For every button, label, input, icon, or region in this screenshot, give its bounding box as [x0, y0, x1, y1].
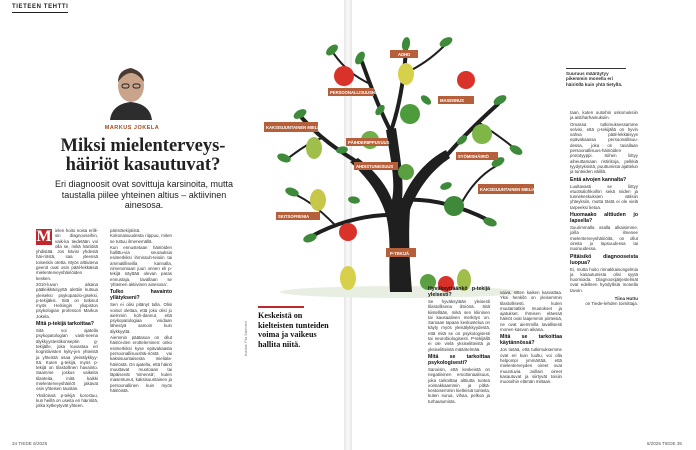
paragraph: Luultavasti se liittyy etuotsalohkoihin sekä niiden ja tunnekeskuksien välisiin yhteyksiin, mutta tästä ei ole vielä tarpeeksi tietoa. — [570, 183, 638, 210]
footer-left: 34 TIEDE 6/2025 — [12, 441, 48, 446]
pull-quote — [258, 306, 333, 349]
body-column-1 — [36, 228, 98, 410]
byline: MARKUS JOKELA — [104, 125, 160, 131]
caption-rule — [566, 68, 626, 69]
author-signature — [570, 296, 638, 307]
question-heading: Mitä se tarkoittaa psykologisesti? — [428, 353, 490, 366]
paragraph: Se hyväksytään yleisesti tilastollisena ilmiönä. Sitä kiistellään, mikä sen kliininen tai kausaalinen merkitys on. Samaan tapaan keskustelua on käyty myös yleisälykkyydestä, että mitä se on psykologisesti tai neurobiologisesti. P-tekijällä ei ole vielä yksiselitteistä ja yksiselitteistä määritelmää. — [428, 299, 490, 352]
tree-label: MASENNUS — [440, 98, 464, 103]
body-column-3 — [428, 284, 490, 405]
paragraph: Aiemmin päätasoa on ollut häiriöi-den erotteleminen: onko esimerkiksi kyse epävakaasta persoonallisuushäi-riöstä vai kaksisuuntaisesta mieliala-häiriöstä. On ajateltu, että häiriö muuttavat muotoaan tai läpäisevät 'nimensä', kuten masentunut, kaksisuuntainen ja persoonallinen kuin myös häiriöistä. — [110, 335, 172, 394]
paragraph: Yksilöissä p-tekijä korostuu, kun heillä on useita eri häiriöitä, jotka kytkeytyvät yhteen. — [36, 392, 98, 409]
tree-label: AHDISTUNEISUUS — [356, 164, 394, 169]
paragraph: Sen ei olisi pitänyt tulla. Olisi voinut olettaa, että joku olisi jo aiemmin koh-dannut, että psykopatologiaa voidaan lähestyä samoin kuin älykkyyttä. — [110, 302, 172, 334]
author-portrait — [104, 60, 158, 120]
headline: Miksi mielenterveys-häiriöt kasautuvat? — [60, 136, 226, 175]
paragraph: Sitä voi ajatella psykopatologian vasti-neena älykkyystestikonseptin g-tekijälle, joka kuvastaa eri kognitiivisten kyky-jen yhteistä ja yhteistä osaa yleisälykkyy-ttä. Kuten g-tekijä, myös p-tekijä on tilastollinen havainto. Saamme joskus vaikeita tilanteita, mitä kaikki mielenterveyshäiriöt jakavat osin yhteisen taustan. — [36, 328, 98, 392]
paragraph: taan, kuten outoihin uskomuksiin ja aistiharhamuksiin. — [570, 110, 638, 121]
paragraph: 2010-luvun aikana pääleikkäisyyttä alettiin kutsua yleiseksi psykopatolo-giseksi, p-tekijäksi. Sitä on tutkinut myös Helsingin yliopiston psykologian professori Markus Jokela. — [36, 281, 98, 319]
illustration-caption — [566, 68, 626, 87]
tree-illustration — [250, 10, 559, 300]
paragraph: Jos tietää, että tutkimuksemme ovat eri kuin luultu, voi olla helpompi ymmärtää, että mielenterveyden oireet ovat muuntuvia. Joillain oireet kasautuvat ja siirtyvät toisiin muotoihin elämän mittaan. — [500, 347, 562, 385]
tree-label: KAKSISUUNTAINEN MIELIALAHÄIRIÖ — [266, 125, 342, 130]
body-column-5 — [570, 110, 638, 307]
question-heading: Mitä se tarkoittaa käytännössä? — [500, 334, 562, 347]
tree-trunk-label: P-TEKIJÄ — [390, 251, 410, 256]
tree-label: PÄIHDERIIPPUVUUS — [348, 140, 390, 145]
paragraph: vaiva, sitten kaiken kasvattaa. Yksi henkilö on yleisemmin tilastollisesti, kuten muutamatkin muutokset ja ajatukset. Ihmisen eläessä häiriöt ovat laajemmin piirteisiä, ne ovat aiemmilla tavallisesti monen kasvun aikana. — [500, 290, 562, 333]
paragraph: Kun ennustetaan häiriöiden hallittu-via seurauksia esimerkiksi ihmissuh-teisiin tai ammatilliseilla kannalla, nimenomaan juuri onnen eli p-tekijä näyttää olevan paras ennustaja, tavallaan se 'yhteinen aktiivinen ainesosa'. — [110, 244, 172, 287]
paragraph: Sanoisin, että keskeistä on negatiivinen emotionaalisuus, joka tarkoittaa alttiutta tuntea voimakkaammin ja pitkä-kestoisemmin kielteisiä tunteita, kuten surua, vihaa, pelkoa ja turhautumista. — [428, 366, 490, 404]
tree-label: PERSOONALLISUUSHÄIRIÖ — [330, 90, 387, 95]
tree-label: KAKSISUUNTAINEN MIELIALAHÄIRIÖT — [480, 187, 559, 192]
body-column-4 — [500, 290, 562, 385]
question-heading: Mitä p-tekijä tarkoittaa? — [36, 321, 94, 328]
section-tag: TIETEEN TEHTTI — [12, 4, 68, 13]
question-heading: Pitäisikö diagnooseista luopua? — [570, 253, 638, 266]
signature-name: Tiina Huttu — [614, 296, 638, 302]
body-column-2 — [110, 228, 172, 394]
question-heading: Hyväksyttäänkö p-tekijä yleisesti? — [428, 286, 490, 298]
tree-label: SKITSOFRENIA — [278, 214, 310, 219]
tree-label: SYÖMISHÄIRIÖ — [458, 154, 489, 159]
lede: Eri diagnoosit ovat sovittuja karsinoita, mutta taustalla piilee yhteinen altius – aktiivinen ainesosa. — [54, 179, 234, 210]
footer-right: 6/2025 TIEDE 35 — [646, 441, 682, 446]
question-heading: Huomaako alttiuden jo lapsella? — [570, 212, 638, 225]
paragraph: Omassa tutkimuksessamme selvisi, että p-tekijällä on hyvin vahva pääl-lekkäisyys epävakaassa persoonallisuu-dessa, joka on tavallaan persoonallisuus-häiriöiden prototyyppi. Siihen liittyy aiheuttamaan ristiriitoja, pelkkiä tyydytyksistä, puuttumista ajattelun ja tunteiden välillä. — [570, 121, 638, 175]
question-heading: Entä aivojen kannalta? — [570, 176, 627, 183]
illustration-credit: Kuvitus: Piia Salminen — [244, 321, 248, 356]
paragraph: ielen hoito noisa erilli-sin diagnooseihin, vaik-ka tiedetään voi olla se, mikä häiriöitä yhdistää. Jos kävisi yhdestä häi-riöstä, saa yleensä toiseskin otetta. Myös alttiutena geenit ovat osin pääl-lekkäisiä mielenterveyshäiriöiden kesken. — [36, 228, 98, 281]
pull-quote-text: Keskeistä on kielteisten tunteiden voima ja vaikeus hallita niitä. — [258, 311, 329, 349]
paragraph: Ei, mutta hoito rinnakkaisongelmia ja kasautumista olisi syytä huomioida. Diagnoosijärjestelmät ovat edelleen hyödyllisiä monella tavoin. — [570, 266, 638, 293]
tree-label: ADHD — [398, 52, 411, 57]
dropcap: M — [36, 228, 52, 245]
paragraph: Suurimmalla osalla alkaisimme, joilla ilmenee mielenterveyshäiriöitä, on ollut oireita jo lapsuudessa tai nuoruudessa. — [570, 225, 638, 252]
question-heading: Tulko havainto yllätykseni? — [110, 289, 172, 302]
pull-quote-rule — [258, 306, 304, 308]
signature-role: on Tiede-lehden toimittaja. — [585, 301, 638, 307]
paragraph: päristöekijöistä. Kokonaisuudesta riippuu, miten se tuttuu ilmenemällä. — [110, 228, 172, 244]
caption-text: Suuruus määräytyy pikemmin monella eri häiriöllä kuin yhtä tietyllä. — [566, 71, 623, 87]
